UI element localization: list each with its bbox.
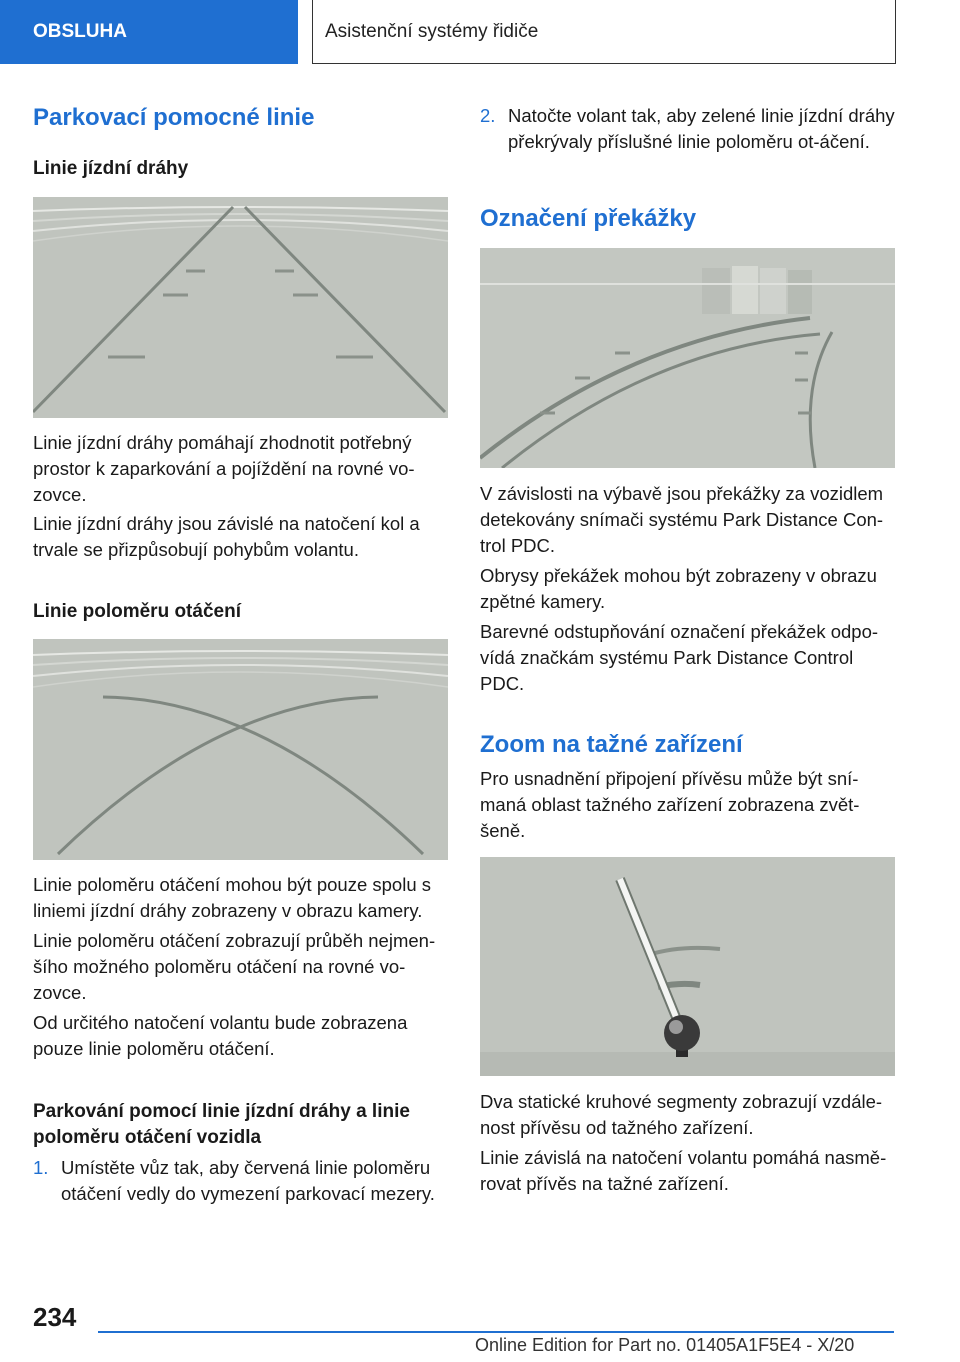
footer-divider bbox=[98, 1331, 894, 1333]
paragraph-track-steering: Linie jízdní dráhy jsou závislé na natočení kol a trvale se přizpůsobují pohybům volantu. bbox=[33, 513, 420, 560]
paragraph-radius-only: Od určitého natočení volantu bude zobrazena pouze linie poloměru otáčení. bbox=[33, 1012, 408, 1059]
paragraph-track-purpose: Linie jízdní dráhy pomáhají zhodnotit potřebný prostor k zaparkování a pojíždění na rovné vo-zovce. bbox=[33, 432, 415, 505]
paragraph-obstacle-colors: Barevné odstupňování označení překážek odpo-vídá značkám systému Park Distance Control PDC. bbox=[480, 621, 879, 694]
paragraph-obstacle-detection: V závislosti na výbavě jsou překážky za vozidlem detekovány snímači systému Park Distance Con-trol PDC. bbox=[480, 483, 884, 556]
section-heading-hitch-zoom: Zoom na tažné zařízení bbox=[480, 731, 743, 758]
step-text-1: Umístěte vůz tak, aby červená linie poloměru otáčení vedly do vymezení parkovací mezery. bbox=[61, 1157, 435, 1204]
chapter-title: Asistenční systémy řidiče bbox=[325, 20, 539, 42]
paragraph-obstacle-outline: Obrysy překážek mohou být zobrazeny v obrazu zpětné kamery. bbox=[480, 565, 877, 612]
figure-turning-radius bbox=[33, 639, 448, 860]
subheading-turning-radius: Linie poloměru otáčení bbox=[33, 601, 241, 622]
paragraph-radius-with-track: Linie poloměru otáčení mohou být pouze spolu s liniemi jízdní dráhy zobrazeny v obrazu kamery. bbox=[33, 874, 432, 921]
section-tab bbox=[0, 0, 298, 64]
subheading-track-lines: Linie jízdní dráhy bbox=[33, 158, 189, 179]
paragraph-hitch-zoom: Pro usnadnění připojení přívěsu může být sní-maná oblast tažného zařízení zobrazena zvět-šeně. bbox=[480, 768, 860, 841]
figure-obstacle-marking bbox=[480, 248, 895, 468]
section-heading-parking-lines: Parkovací pomocné linie bbox=[33, 104, 315, 131]
step-number-2: 2. bbox=[480, 105, 496, 126]
page-number: 234 bbox=[33, 1302, 77, 1332]
section-heading-obstacle-marking: Označení překážky bbox=[480, 205, 697, 232]
paragraph-hitch-segments: Dva statické kruhové segmenty zobrazují vzdále-nost přívěsu od tažného zařízení. bbox=[480, 1091, 883, 1138]
subheading-parking-procedure: Parkování pomocí linie jízdní dráhy a linie poloměru otáčení vozidla bbox=[33, 1101, 410, 1148]
footer-edition: Online Edition for Part no. 01405A1F5E4 - X/20 bbox=[475, 1335, 855, 1355]
step-number-1: 1. bbox=[33, 1157, 49, 1178]
chapter-title-box bbox=[312, 0, 896, 64]
figure-track-lines bbox=[33, 197, 448, 418]
paragraph-hitch-guide-line: Linie závislá na natočení volantu pomáhá nasmě-rovat přívěs na tažné zařízení. bbox=[480, 1147, 887, 1194]
figure-hitch-zoom bbox=[480, 857, 895, 1076]
paragraph-radius-course: Linie poloměru otáčení zobrazují průběh nejmen-šího možného poloměru otáčení na rovné vo-zovce. bbox=[33, 930, 436, 1003]
section-label: OBSLUHA bbox=[33, 21, 127, 42]
step-text-2: Natočte volant tak, aby zelené linie jízdní dráhy překrývaly příslušné linie poloměru ot-áčení. bbox=[508, 105, 895, 152]
